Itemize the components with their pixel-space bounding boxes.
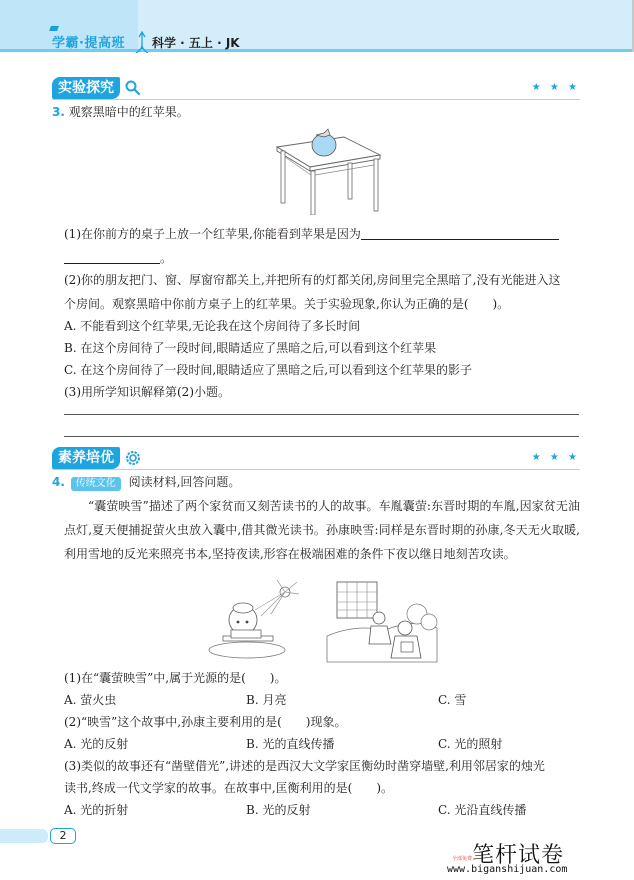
watermark-url[interactable]: www.biganshijuan.com xyxy=(447,864,568,875)
period: 。 xyxy=(160,251,173,265)
watermark-badge: 全部免费 xyxy=(452,856,473,862)
subject-label: 科学 · 五上 · JK xyxy=(152,36,240,50)
option-b[interactable]: B. 在这个房间待了一段时间,眼睛适应了黑暗之后,可以看到这个红苹果 xyxy=(64,341,437,355)
brand-title: 学霸·提高班 xyxy=(52,36,125,51)
question-4-sub3-line1: (3)类似的故事还有“凿壁借光”,讲述的是西汉大文学家匡衡幼时凿穿墙壁,利用邻居家的烛光 xyxy=(64,759,545,773)
question-4-sub3-line2: 读书,终成一代文学家的故事。在故事中,匡衡利用的是( )。 xyxy=(64,781,393,795)
question-3-title xyxy=(52,104,189,120)
sub3-option-c[interactable]: C. 光沿直线传播 xyxy=(438,803,527,817)
page-header xyxy=(0,0,634,52)
answer-blank[interactable] xyxy=(64,252,160,264)
boy-reading-illustration xyxy=(205,578,300,663)
question-text: 阅读材料,回答问题。 xyxy=(128,475,241,489)
passage-text: “囊萤映雪”描述了两个家贫而又刻苦读书的人的故事。车胤囊萤:东晋时期的车胤,因家贫无油点灯,夏天便捕捉萤火虫放入囊中,借其微光读书。孙康映雪:同样是东晋时期的孙康,冬天无火取暖,利用雪地的反光来照亮书本,坚持夜读,形容在极端困难的条件下夜以继日地刻苦攻读。 xyxy=(64,499,580,561)
question-3-sub2-line2: 个房间。观察黑暗中你前方桌子上的红苹果。关于实验现象,你认为正确的是( )。 xyxy=(64,297,510,311)
question-3-sub2-line1: (2)你的朋友把门、窗、厚窗帘都关上,并把所有的灯都关闭,房间里完全黑暗了,没有光能进入这 xyxy=(64,273,561,287)
sub1-option-a[interactable]: A. 萤火虫 xyxy=(64,693,117,707)
section-label: 素养培优 xyxy=(52,447,120,469)
question-3-sub1-cont xyxy=(64,250,172,266)
reading-passage xyxy=(64,494,580,566)
footer-band xyxy=(0,829,48,843)
sub2-option-b[interactable]: B. 光的直线传播 xyxy=(246,737,335,751)
question-3-sub1 xyxy=(64,226,559,242)
option-c[interactable]: C. 在这个房间待了一段时间,眼睛适应了黑暗之后,可以看到这个红苹果的影子 xyxy=(64,363,473,377)
sub3-option-a[interactable]: A. 光的折射 xyxy=(64,803,129,817)
gear-icon xyxy=(124,449,142,467)
section-label: 实验探究 xyxy=(52,77,120,99)
answer-line-1[interactable] xyxy=(64,414,579,415)
answer-line-2[interactable] xyxy=(64,436,579,437)
question-number: 3. xyxy=(52,105,65,119)
sub-question-text: (1)在你前方的桌子上放一个红苹果,你能看到苹果是因为 xyxy=(64,227,361,241)
watermark-title: 笔杆试卷 xyxy=(472,843,565,868)
question-number: 4. xyxy=(52,475,65,489)
category-tag: 传统文化 xyxy=(71,477,121,491)
scholars-snow-illustration xyxy=(325,578,440,666)
difficulty-stars: ★ ★ ★ xyxy=(531,452,580,463)
question-4-title xyxy=(52,474,240,491)
leaf-icon xyxy=(316,129,330,137)
table-apple-illustration xyxy=(272,125,382,215)
question-4-sub1: (1)在“囊萤映雪”中,属于光源的是( )。 xyxy=(64,671,287,685)
question-text: 观察黑暗中的红苹果。 xyxy=(68,105,189,119)
answer-blank[interactable] xyxy=(361,228,559,240)
sub3-option-b[interactable]: B. 光的反射 xyxy=(246,803,311,817)
section-header-experiment xyxy=(52,76,580,100)
section-header-literacy xyxy=(52,446,580,470)
question-3-sub3: (3)用所学知识解释第(2)小题。 xyxy=(64,385,230,399)
arrow-up-icon xyxy=(136,31,148,53)
sub1-option-b[interactable]: B. 月亮 xyxy=(246,693,287,707)
sub1-option-c[interactable]: C. 雪 xyxy=(438,693,467,707)
difficulty-stars: ★ ★ ★ xyxy=(531,82,580,93)
sub2-option-a[interactable]: A. 光的反射 xyxy=(64,737,129,751)
question-4-sub2: (2)“映雪”这个故事中,孙康主要利用的是( )现象。 xyxy=(64,715,347,729)
page-number: 2 xyxy=(50,828,76,844)
magnifier-icon xyxy=(124,79,142,97)
option-a[interactable]: A. 不能看到这个红苹果,无论我在这个房间待了多长时间 xyxy=(64,319,361,333)
sub2-option-c[interactable]: C. 光的照射 xyxy=(438,737,503,751)
